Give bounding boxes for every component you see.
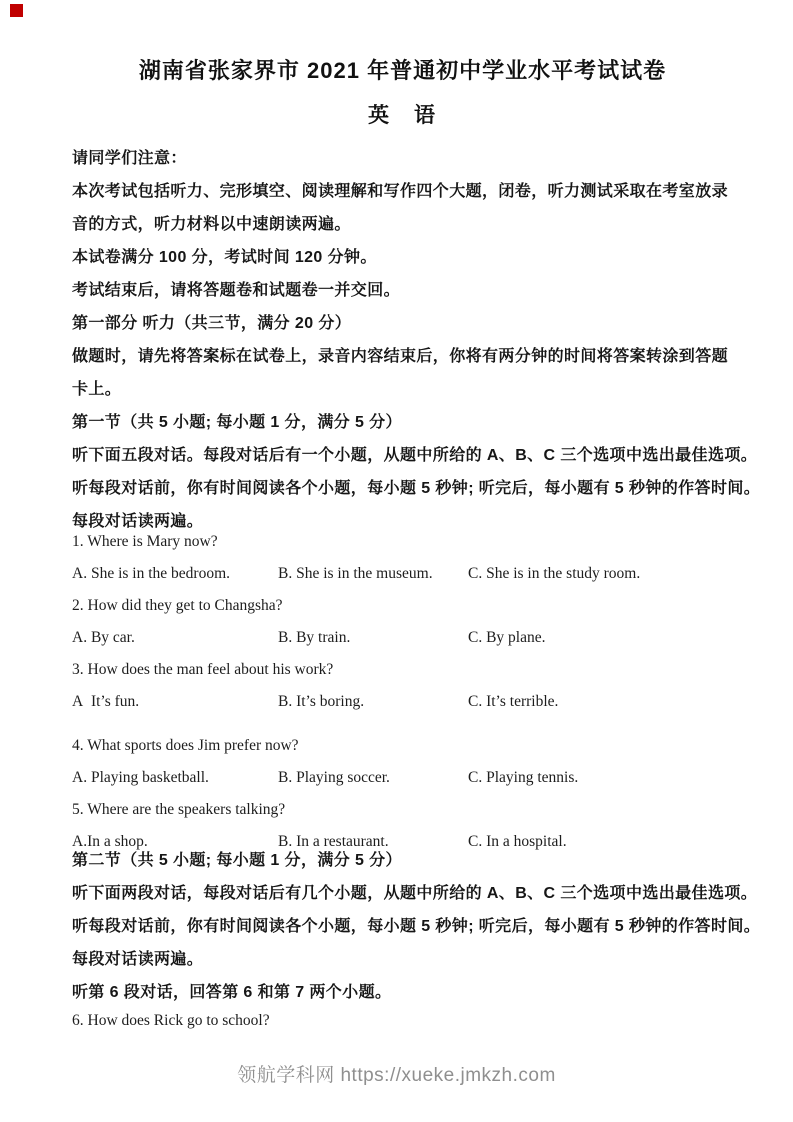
notice-line: 本试卷满分 100 分，考试时间 120 分钟。 — [72, 249, 377, 266]
section1-instruction-line: 每段对话读两遍。 — [72, 513, 204, 530]
section2-heading: 第二节（共 5 小题; 每小题 1 分，满分 5 分） — [72, 852, 402, 869]
section1-instruction-line: 听每段对话前，你有时间阅读各个小题，每小题 5 秒钟; 听完后，每小题有 5 秒钟的作答时间。 — [72, 480, 761, 497]
question-text: 4. What sports does Jim prefer now? — [72, 737, 299, 754]
question-text: 5. Where are the speakers talking? — [72, 801, 286, 818]
options-row — [72, 558, 733, 590]
section2-instruction-line: 听下面两段对话，每段对话后有几个小题，从题中所给的 A、B、C 三个选项中选出最佳选项。 — [72, 885, 758, 902]
option-c: C. By plane. — [468, 629, 546, 646]
notice-heading: 请同学们注意： — [72, 150, 187, 167]
option-c: C. She is in the study room. — [468, 565, 641, 582]
option-a: A. She is in the bedroom. — [72, 565, 230, 582]
question6-text: 6. How does Rick go to school? — [72, 1012, 270, 1029]
notice-line: 音的方式，听力材料以中速朗读两遍。 — [72, 216, 351, 233]
red-square-marker — [10, 4, 23, 17]
option-b: B. It’s boring. — [278, 693, 365, 710]
notice-line: 考试结束后，请将答题卷和试题卷一并交回。 — [72, 282, 401, 299]
option-b: B. Playing soccer. — [278, 769, 390, 786]
option-a: A.In a shop. — [72, 833, 148, 850]
notice-line: 本次考试包括听力、完形填空、阅读理解和写作四个大题，闭卷，听力测试采取在考室放录 — [72, 183, 729, 200]
listening-intro-line: 做题时，请先将答案标在试卷上，录音内容结束后，你将有两分钟的时间将答案转涂到答题 — [72, 348, 729, 365]
option-b: B. She is in the museum. — [278, 565, 433, 582]
section2-block — [72, 844, 761, 1009]
section1-instruction-line: 听下面五段对话。每段对话后有一个小题，从题中所给的 A、B、C 三个选项中选出最佳选项。 — [72, 447, 758, 464]
subject-title: 英 语 — [368, 104, 437, 127]
section2-instruction-line: 每段对话读两遍。 — [72, 951, 204, 968]
part1-heading: 第一部分 听力（共三节，满分 20 分） — [72, 315, 352, 332]
option-a: A. Playing basketball. — [72, 769, 209, 786]
options-row — [72, 762, 733, 794]
question-text: 2. How did they get to Changsha? — [72, 597, 283, 614]
question-text: 3. How does the man feel about his work? — [72, 661, 334, 678]
listening-intro-line: 卡上。 — [72, 381, 122, 398]
section1-heading: 第一节（共 5 小题; 每小题 1 分，满分 5 分） — [72, 414, 402, 431]
option-b: B. By train. — [278, 629, 351, 646]
watermark: 领航学科网 https://xueke.jmkzh.com — [237, 1065, 556, 1086]
dialog-note: 听第 6 段对话，回答第 6 和第 7 两个小题。 — [72, 984, 392, 1001]
listening-questions — [72, 526, 733, 858]
options-row — [72, 622, 733, 654]
option-c: C. In a hospital. — [468, 833, 567, 850]
question-text: 1. Where is Mary now? — [72, 533, 218, 550]
exam-title: 湖南省张家界市 2021 年普通初中学业水平考试试卷 — [138, 58, 667, 83]
option-a: A It’s fun. — [72, 693, 140, 710]
options-row — [72, 686, 733, 718]
option-b: B. In a restaurant. — [278, 833, 389, 850]
option-a: A. By car. — [72, 629, 135, 646]
section2-instruction-line: 听每段对话前，你有时间阅读各个小题，每小题 5 秒钟; 听完后，每小题有 5 秒钟的作答时间。 — [72, 918, 761, 935]
option-c: C. It’s terrible. — [468, 693, 559, 710]
option-c: C. Playing tennis. — [468, 769, 579, 786]
